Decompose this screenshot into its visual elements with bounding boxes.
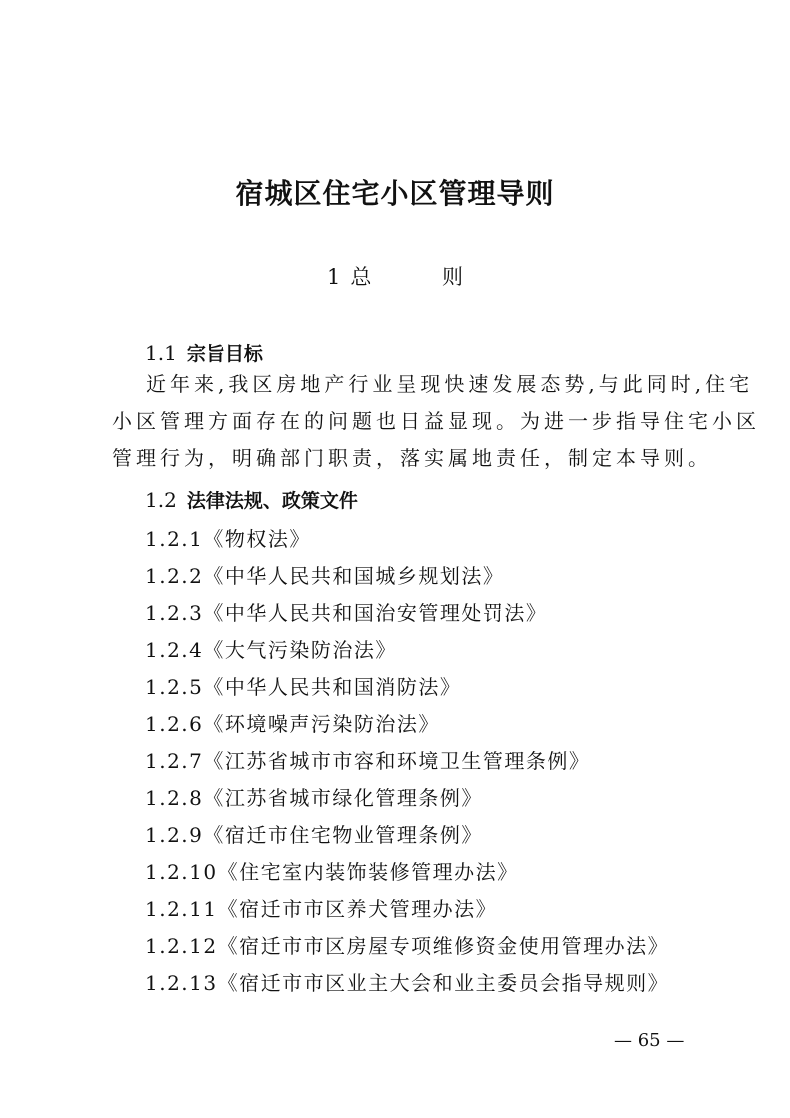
section-title: 法律法规、政策文件	[186, 490, 358, 512]
item-text: 《中华人民共和国消防法》	[203, 675, 462, 699]
paragraph-line: 小区管理方面存在的问题也日益显现。为进一步指导住宅小区	[112, 409, 760, 433]
item-text: 《环境噪声污染防治法》	[203, 712, 440, 736]
item-text: 《江苏省城市绿化管理条例》	[203, 786, 483, 810]
item-number: 1.2.4	[145, 638, 204, 662]
section-number: 1.1	[145, 341, 177, 365]
item-number: 1.2.2	[145, 564, 204, 588]
item-number: 1.2.8	[145, 786, 204, 810]
section-heading-1-1	[145, 339, 263, 366]
item-text: 《宿迁市住宅物业管理条例》	[203, 823, 483, 847]
law-list-item	[145, 745, 590, 774]
law-list-item	[145, 819, 483, 848]
item-number: 1.2.6	[145, 712, 204, 736]
law-list-item	[145, 893, 497, 922]
document-title: 宿城区住宅小区管理导则	[235, 177, 555, 210]
chapter-number: 1	[326, 265, 341, 289]
law-list-item	[145, 856, 519, 885]
law-list-item	[145, 523, 311, 552]
item-number: 1.2.7	[145, 749, 204, 773]
item-text: 《物权法》	[203, 527, 311, 551]
item-text: 《宿迁市市区养犬管理办法》	[217, 897, 498, 921]
item-number: 1.2.5	[145, 675, 204, 699]
item-text: 《江苏省城市市容和环境卫生管理条例》	[203, 749, 591, 773]
law-list-item	[145, 708, 440, 737]
law-list-item	[145, 671, 461, 700]
item-number: 1.2.1	[145, 527, 204, 551]
item-text: 《住宅室内装饰装修管理办法》	[217, 860, 519, 884]
section-title: 宗旨目标	[186, 343, 263, 365]
section-heading-1-2	[145, 486, 358, 513]
chapter-title: 总 则	[350, 265, 496, 289]
item-text: 《中华人民共和国城乡规划法》	[203, 564, 505, 588]
item-text: 《大气污染防治法》	[203, 638, 397, 662]
page-number: — 65 —	[614, 1030, 685, 1051]
item-text: 《中华人民共和国治安管理处罚法》	[203, 601, 548, 625]
law-list-item	[145, 930, 669, 959]
item-number: 1.2.12	[145, 934, 218, 958]
item-number: 1.2.9	[145, 823, 204, 847]
paragraph-line: 管理行为，明确部门职责，落实属地责任，制定本导则。	[112, 446, 712, 470]
chapter-heading	[0, 261, 790, 291]
law-list-item	[145, 634, 397, 663]
section-number: 1.2	[145, 488, 177, 512]
item-number: 1.2.3	[145, 601, 204, 625]
law-list-item	[145, 597, 547, 626]
paragraph-line: 近年来,我区房地产行业呈现快速发展态势,与此同时,住宅	[146, 372, 754, 396]
law-list-item	[145, 560, 504, 589]
law-list-item	[145, 782, 483, 811]
item-number: 1.2.10	[145, 860, 218, 884]
item-number: 1.2.13	[145, 971, 218, 995]
item-text: 《宿迁市市区房屋专项维修资金使用管理办法》	[217, 934, 670, 958]
item-text: 《宿迁市市区业主大会和业主委员会指导规则》	[217, 971, 670, 995]
section-1-1-paragraph	[112, 366, 760, 477]
item-number: 1.2.11	[145, 897, 218, 921]
law-list-item	[145, 967, 669, 996]
